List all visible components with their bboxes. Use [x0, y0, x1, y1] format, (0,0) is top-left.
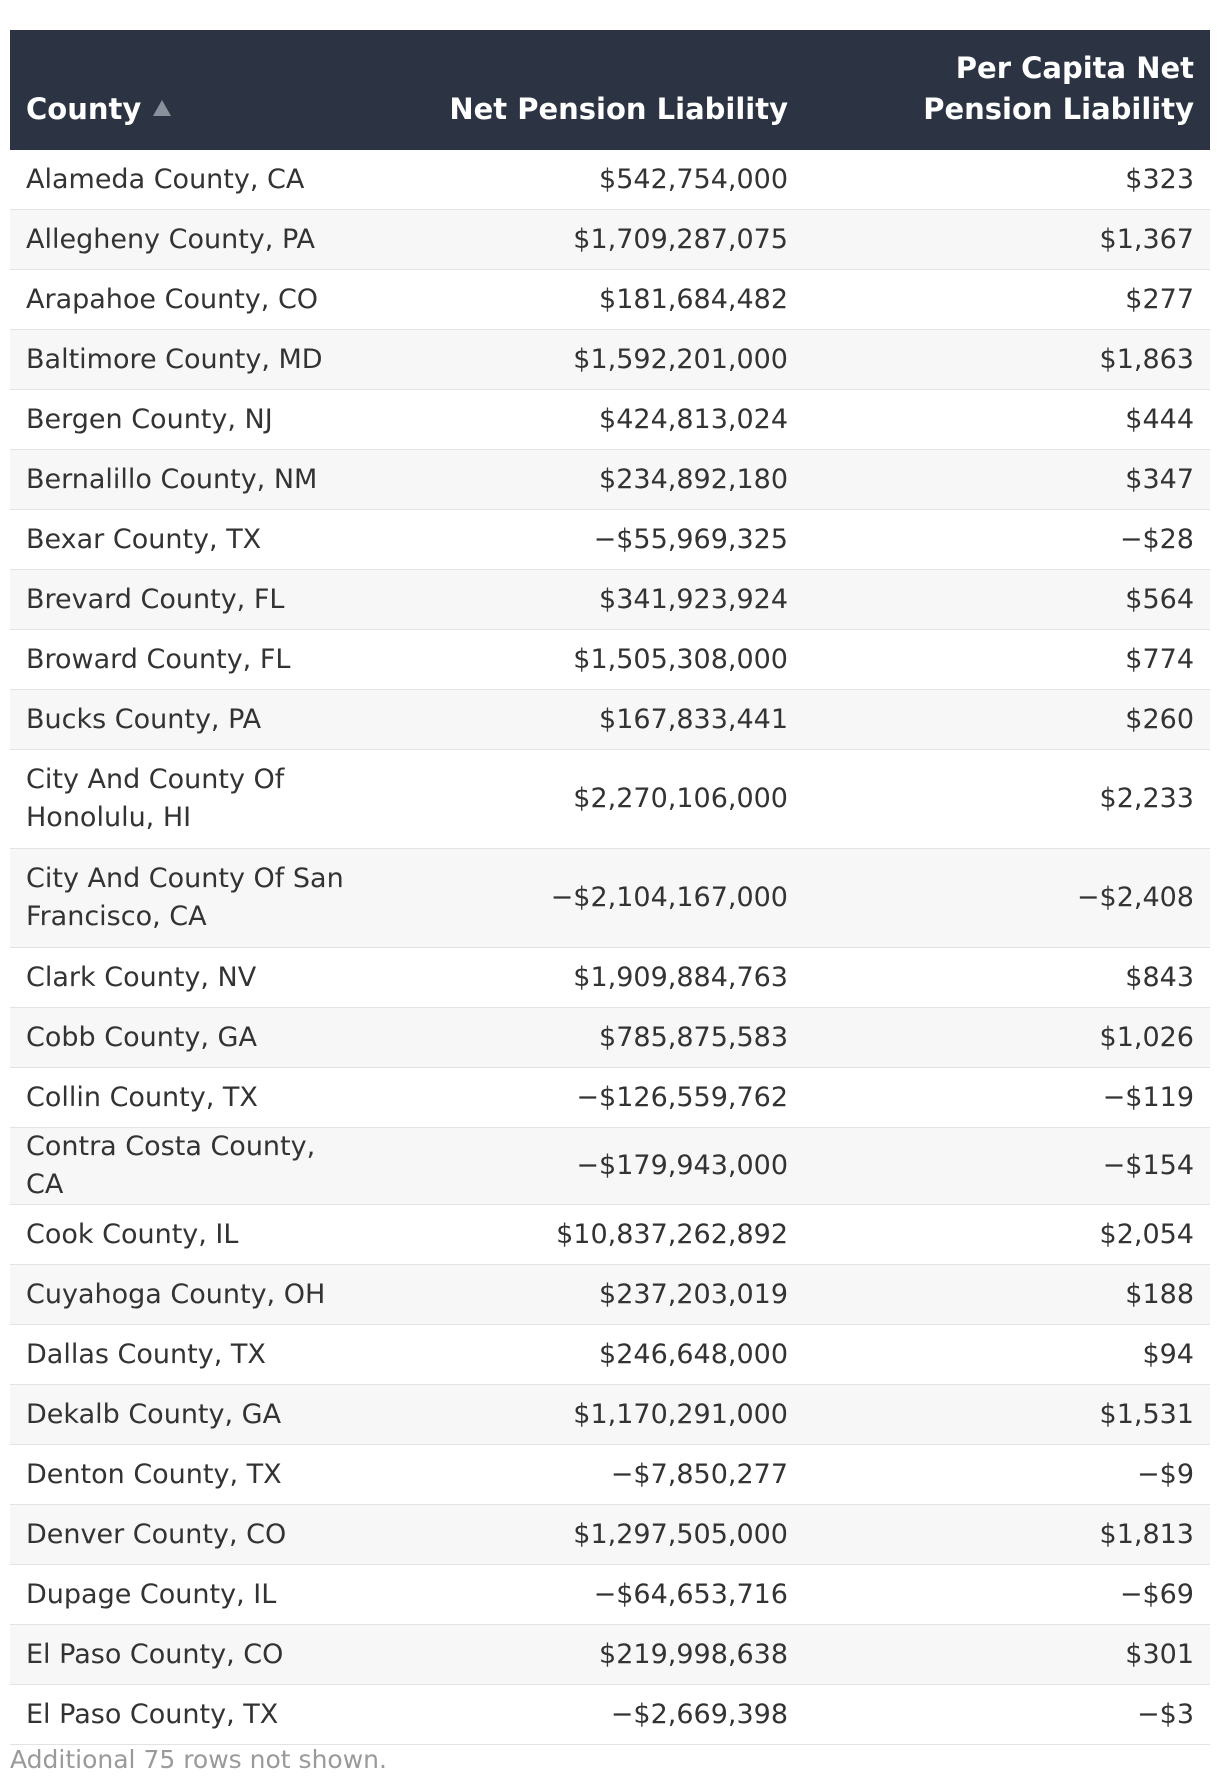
- rows-not-shown-note: Additional 75 rows not shown.: [10, 1745, 387, 1774]
- cell-per-capita: −$69: [1119, 1578, 1194, 1610]
- cell-per-capita: −$154: [1102, 1150, 1194, 1181]
- cell-county: Dallas County, TX: [26, 1338, 266, 1370]
- cell-net-pension-liability: $234,892,180: [599, 463, 788, 495]
- cell-per-capita: $1,813: [1099, 1518, 1194, 1550]
- cell-county: Clark County, NV: [26, 961, 257, 993]
- cell-net-pension-liability: $246,648,000: [599, 1338, 788, 1370]
- cell-net-pension-liability: $1,297,505,000: [573, 1518, 788, 1550]
- cell-net-pension-liability: $2,270,106,000: [573, 783, 788, 814]
- table-row: [10, 1265, 1210, 1325]
- table-row: [10, 150, 1210, 210]
- column-header-county-label: County: [26, 92, 142, 126]
- table-row: [10, 1008, 1210, 1068]
- table-row: [10, 390, 1210, 450]
- cell-county: City And County Of San Francisco, CA: [26, 863, 344, 932]
- cell-county: Collin County, TX: [26, 1081, 258, 1113]
- cell-net-pension-liability: $167,833,441: [599, 703, 788, 735]
- column-header-per-capita-line2: Pension Liability: [923, 92, 1194, 126]
- cell-per-capita: $774: [1125, 643, 1194, 675]
- cell-per-capita: −$28: [1119, 523, 1194, 555]
- cell-net-pension-liability: $1,505,308,000: [573, 643, 788, 675]
- cell-per-capita: $2,233: [1099, 783, 1194, 814]
- cell-net-pension-liability: $237,203,019: [599, 1278, 788, 1310]
- table-body: [10, 150, 1210, 1745]
- cell-per-capita: −$3: [1137, 1698, 1194, 1730]
- table-row: [10, 1565, 1210, 1625]
- table-row: [10, 948, 1210, 1008]
- cell-county: Bergen County, NJ: [26, 403, 273, 435]
- cell-county: Broward County, FL: [26, 643, 291, 675]
- table-row: [10, 450, 1210, 510]
- cell-per-capita: $277: [1125, 283, 1194, 315]
- cell-county: Allegheny County, PA: [26, 223, 315, 255]
- cell-net-pension-liability: −$2,669,398: [610, 1698, 788, 1730]
- table-row: [10, 1068, 1210, 1128]
- cell-county: Dekalb County, GA: [26, 1398, 282, 1430]
- cell-net-pension-liability: $1,709,287,075: [573, 223, 788, 255]
- table-row: [10, 570, 1210, 630]
- cell-county: Denton County, TX: [26, 1458, 282, 1490]
- table-row: [10, 1685, 1210, 1745]
- cell-net-pension-liability: $181,684,482: [599, 283, 788, 315]
- cell-county: Cook County, IL: [26, 1218, 239, 1250]
- cell-county: Cobb County, GA: [26, 1021, 257, 1053]
- cell-per-capita: −$119: [1102, 1081, 1194, 1113]
- cell-per-capita: $1,367: [1099, 223, 1194, 255]
- cell-net-pension-liability: $341,923,924: [599, 583, 788, 615]
- cell-per-capita: $444: [1125, 403, 1194, 435]
- cell-net-pension-liability: $1,170,291,000: [573, 1398, 788, 1430]
- table-row: [10, 1445, 1210, 1505]
- table-row: [10, 1625, 1210, 1685]
- column-header-net-pension-liability[interactable]: [374, 30, 804, 150]
- cell-per-capita: $1,863: [1099, 343, 1194, 375]
- table-row: [10, 630, 1210, 690]
- cell-net-pension-liability: −$7,850,277: [610, 1458, 788, 1490]
- cell-county: City And County Of Honolulu, HI: [26, 764, 285, 833]
- cell-net-pension-liability: −$55,969,325: [593, 523, 788, 555]
- cell-per-capita: $1,531: [1099, 1398, 1194, 1430]
- cell-per-capita: $323: [1125, 163, 1194, 195]
- column-header-county[interactable]: [10, 30, 374, 150]
- cell-per-capita: $188: [1125, 1278, 1194, 1310]
- table-row: [10, 510, 1210, 570]
- cell-net-pension-liability: −$2,104,167,000: [550, 882, 788, 913]
- table-row: [10, 210, 1210, 270]
- cell-per-capita: $2,054: [1099, 1218, 1194, 1250]
- cell-per-capita: $1,026: [1099, 1021, 1194, 1053]
- cell-county: Contra Costa County, CA: [26, 1131, 316, 1200]
- table-container: [10, 30, 1210, 1745]
- cell-county: Cuyahoga County, OH: [26, 1278, 326, 1310]
- cell-county: Brevard County, FL: [26, 583, 285, 615]
- cell-per-capita: $347: [1125, 463, 1194, 495]
- table-row: [10, 690, 1210, 750]
- cell-net-pension-liability: $10,837,262,892: [556, 1218, 788, 1250]
- column-header-per-capita[interactable]: [804, 30, 1210, 150]
- cell-net-pension-liability: $542,754,000: [599, 163, 788, 195]
- cell-per-capita: $301: [1125, 1638, 1194, 1670]
- cell-county: Baltimore County, MD: [26, 343, 323, 375]
- table-row: [10, 1205, 1210, 1265]
- cell-net-pension-liability: −$179,943,000: [576, 1150, 788, 1181]
- cell-per-capita: −$9: [1137, 1458, 1194, 1490]
- cell-net-pension-liability: −$126,559,762: [576, 1081, 788, 1113]
- cell-per-capita: $260: [1125, 703, 1194, 735]
- cell-county: Denver County, CO: [26, 1518, 287, 1550]
- cell-net-pension-liability: $1,592,201,000: [573, 343, 788, 375]
- table-row: [10, 1505, 1210, 1565]
- cell-county: Bernalillo County, NM: [26, 463, 318, 495]
- table-row: [10, 270, 1210, 330]
- cell-net-pension-liability: $424,813,024: [599, 403, 788, 435]
- cell-county: Alameda County, CA: [26, 163, 305, 195]
- cell-net-pension-liability: $219,998,638: [599, 1638, 788, 1670]
- cell-per-capita: −$2,408: [1076, 882, 1194, 913]
- cell-county: El Paso County, TX: [26, 1698, 279, 1730]
- table-row: [10, 330, 1210, 390]
- sort-ascending-icon: [153, 100, 171, 116]
- table-header: [10, 30, 1210, 150]
- header-row: [10, 30, 1210, 150]
- cell-per-capita: $94: [1142, 1338, 1194, 1370]
- cell-county: Arapahoe County, CO: [26, 283, 319, 315]
- column-header-per-capita-line1: Per Capita Net: [955, 51, 1194, 85]
- table-row: [10, 1128, 1210, 1205]
- cell-net-pension-liability: $1,909,884,763: [573, 961, 788, 993]
- table-row: [10, 750, 1210, 849]
- cell-county: Bexar County, TX: [26, 523, 262, 555]
- cell-net-pension-liability: −$64,653,716: [593, 1578, 788, 1610]
- pension-table: [10, 30, 1210, 1745]
- column-header-net-pension-liability-label: Net Pension Liability: [449, 92, 788, 126]
- cell-per-capita: $843: [1125, 961, 1194, 993]
- table-row: [10, 849, 1210, 948]
- cell-per-capita: $564: [1125, 583, 1194, 615]
- table-row: [10, 1325, 1210, 1385]
- table-row: [10, 1385, 1210, 1445]
- cell-county: Bucks County, PA: [26, 703, 262, 735]
- cell-county: Dupage County, IL: [26, 1578, 277, 1610]
- cell-net-pension-liability: $785,875,583: [599, 1021, 788, 1053]
- cell-county: El Paso County, CO: [26, 1638, 284, 1670]
